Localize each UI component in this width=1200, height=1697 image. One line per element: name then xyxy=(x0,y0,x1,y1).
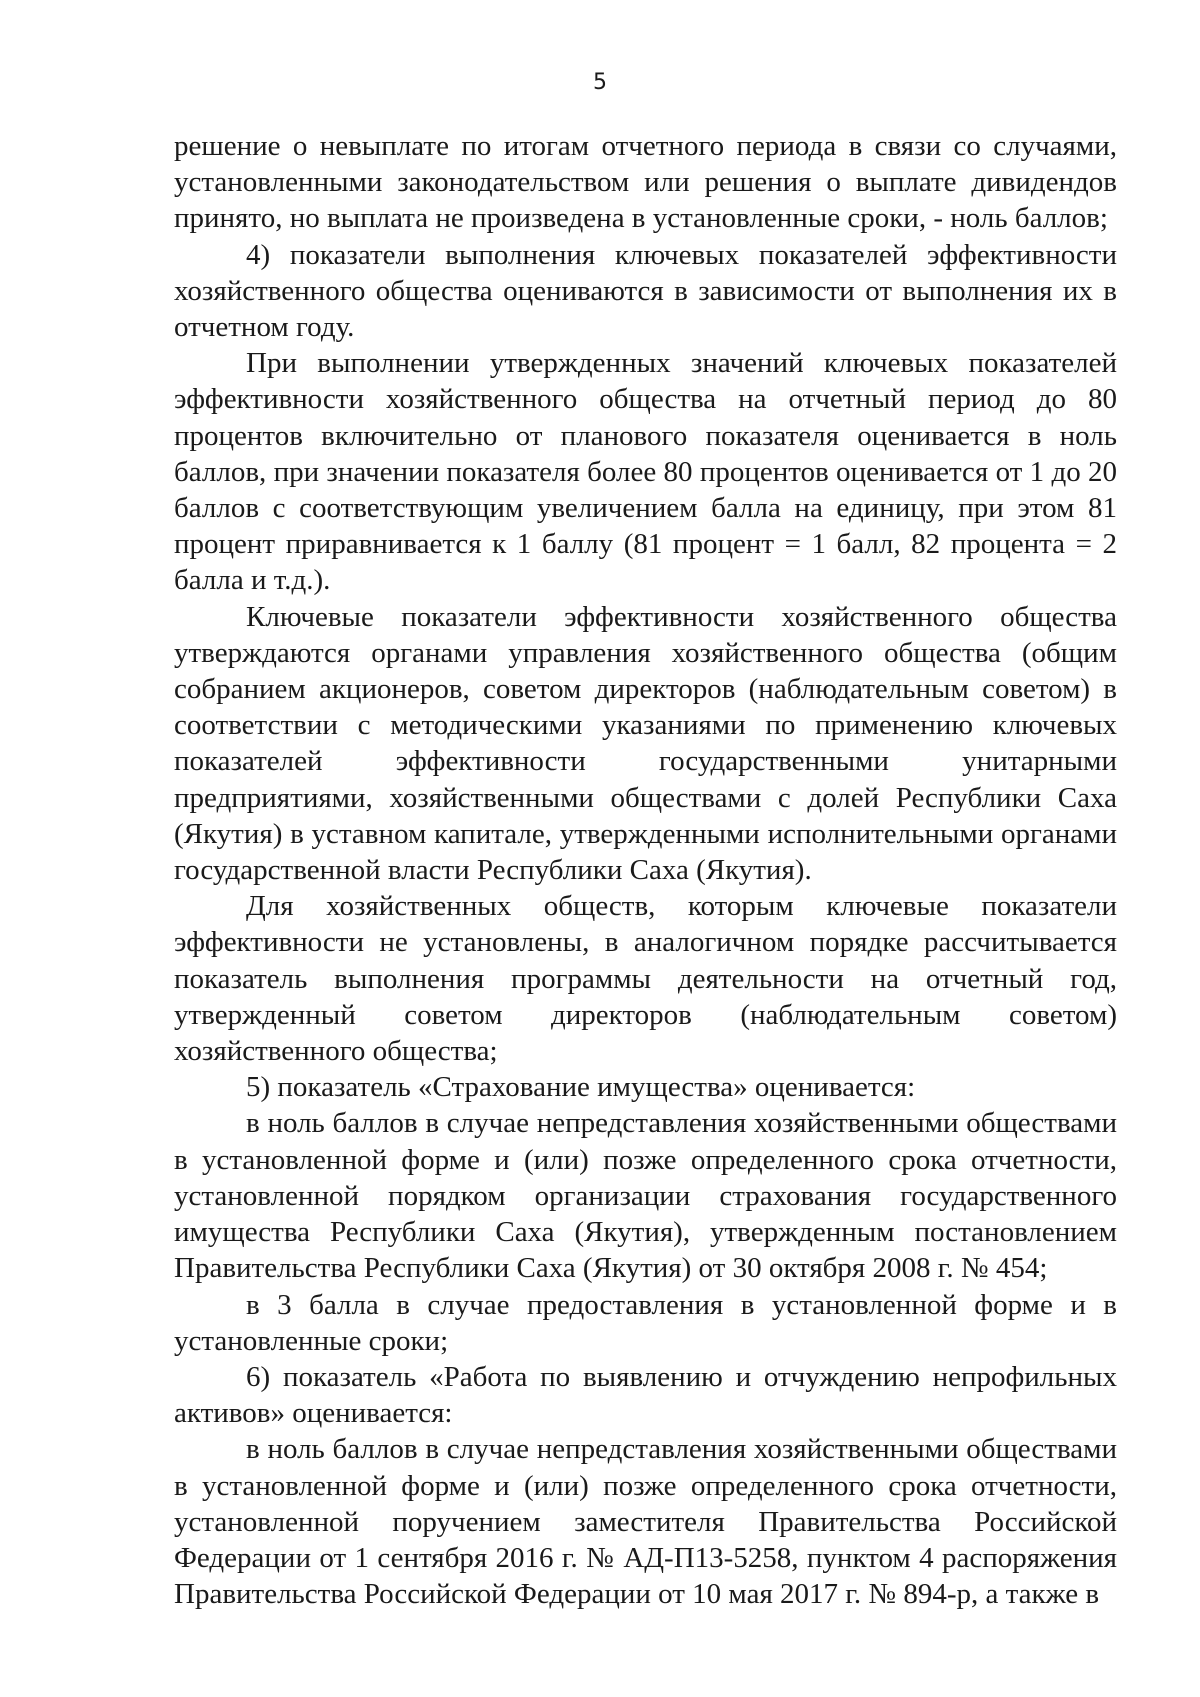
paragraph-noncore-zero: в ноль баллов в случае непредставления хозяйственными обществами в установленной форме и (или) позже определенного срока отчетности, установленной поручением заместителя Правительства Российской Федерации от 1 сентября 2016 г. № АД-П13-5258, пунктом 4 распоряжения Правительства Российской Федерации от 10 мая 2017 г. № 894-р, а также в xyxy=(174,1433,1117,1611)
paragraph-insurance-three: в 3 балла в случае предоставления в установленной форме и в установленные сроки; xyxy=(174,1288,1117,1357)
document-body xyxy=(174,128,1117,1612)
paragraph-kpi-approval: Ключевые показатели эффективности хозяйственного общества утверждаются органами управления хозяйственного общества (общим собранием акционеров, советом директоров (наблюдательным советом) в соответствии с методическими указаниями по применению ключевых показателей эффективности государственными унитарными предприятиями, хозяйственными обществами с долей Республики Саха (Якутия) в уставном капитале, утвержденными исполнительными органами государственной власти Республики Саха (Якутия). xyxy=(174,600,1117,887)
paragraph-insurance-zero: в ноль баллов в случае непредставления хозяйственными обществами в установленной форме и (или) позже определенного срока отчетности, установленной порядком организации страхования государственного имущества Республики Саха (Якутия), утвержденным постановлением Правительства Республики Саха (Якутия) от 30 октября 2008 г. № 454; xyxy=(174,1107,1117,1285)
paragraph-item-4: 4) показатели выполнения ключевых показателей эффективности хозяйственного общества оцениваются в зависимости от выполнения их в отчетном году. xyxy=(174,238,1117,344)
page-number: 5 xyxy=(593,70,607,95)
paragraph-item-6: 6) показатель «Работа по выявлению и отчуждению непрофильных активов» оценивается: xyxy=(174,1360,1117,1430)
paragraph-no-kpi-companies: Для хозяйственных обществ, которым ключевые показатели эффективности не установлены, в аналогичном порядке рассчитывается показатель выполнения программы деятельности на отчетный год, утвержденный советом директоров (наблюдательным советом) хозяйственного общества; xyxy=(174,890,1117,1068)
paragraph-kpi-scoring: При выполнении утвержденных значений ключевых показателей эффективности хозяйственного общества на отчетный период до 80 процентов включительно от планового показателя оценивается в ноль баллов, при значении показателя более 80 процентов оценивается от 1 до 20 баллов с соответствующим увеличением балла на единицу, при этом 81 процент приравнивается к 1 баллу (81 процент = 1 балл, 82 процента = 2 балла и т.д.). xyxy=(174,347,1117,597)
paragraph-item-5: 5) показатель «Страхование имущества» оценивается: xyxy=(246,1071,916,1104)
paragraph-dividend-continuation: решение о невыплате по итогам отчетного периода в связи со случаями, установленными законодательством или решения о выплате дивидендов принято, но выплата не произведена в установленные сроки, - ноль баллов; xyxy=(174,130,1117,235)
